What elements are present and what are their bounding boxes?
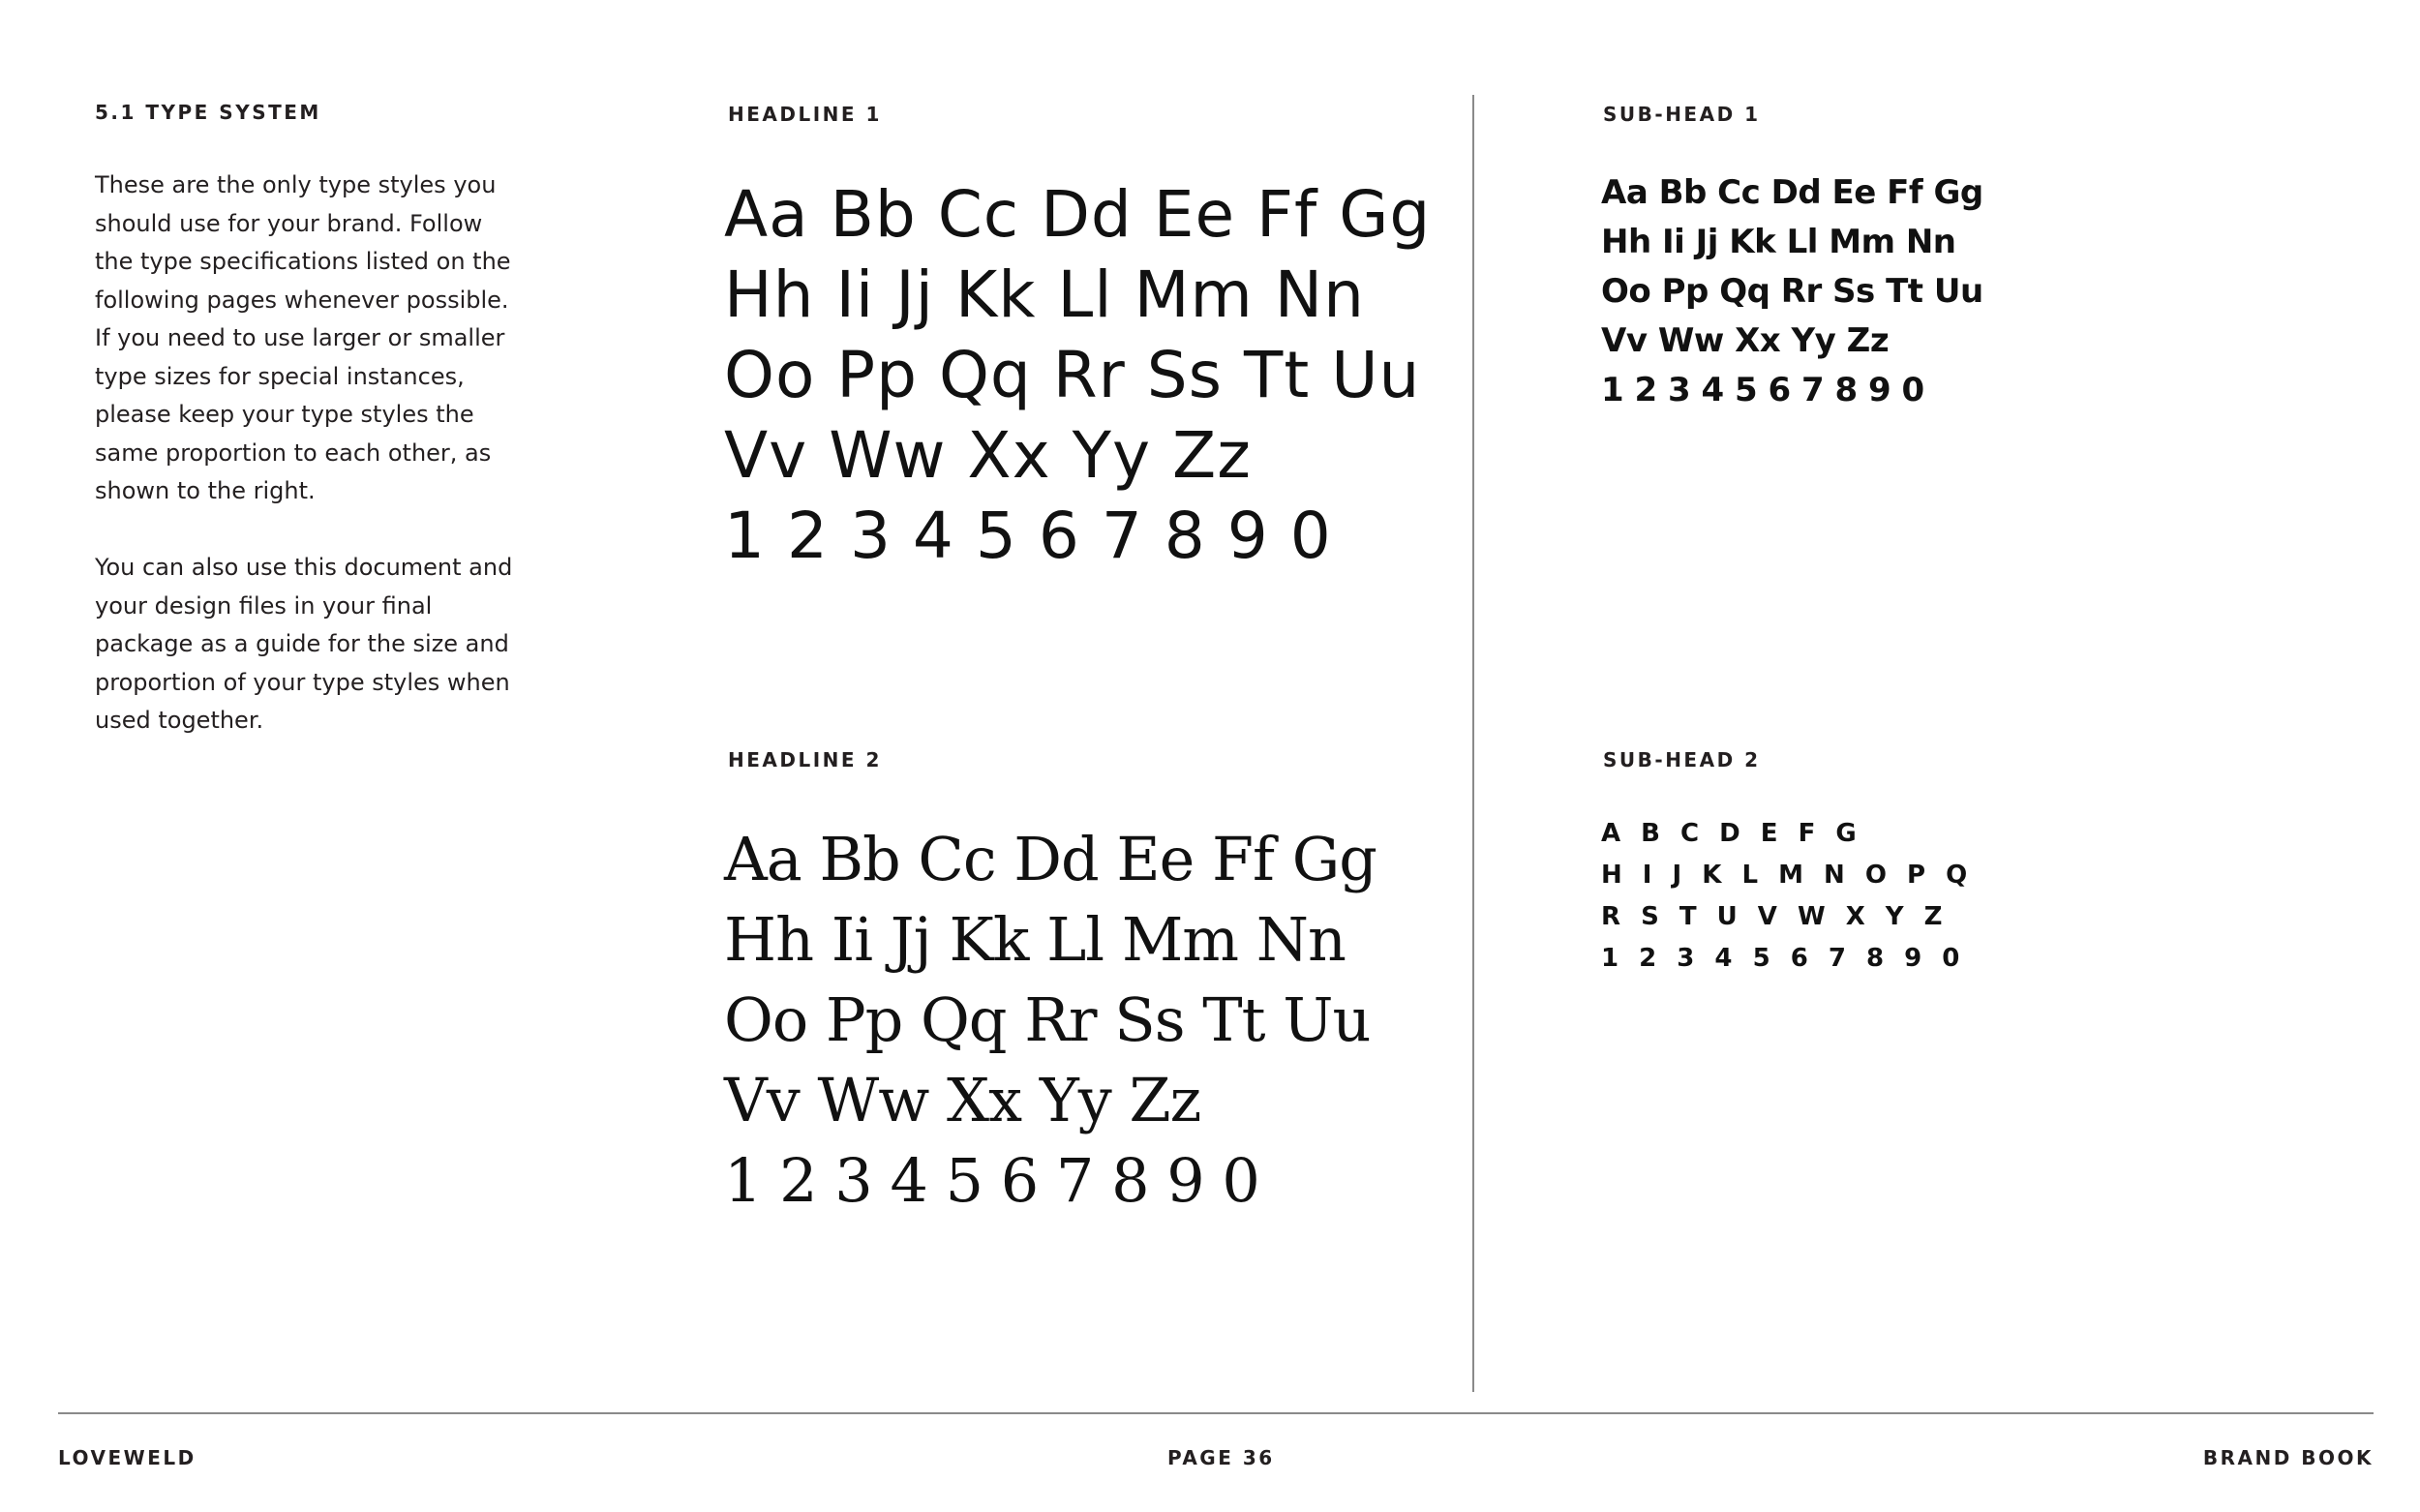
specimen-line: 1 2 3 4 5 6 7 8 9 0: [1601, 944, 1966, 973]
specimen-line: H I J K L M N O P Q: [1601, 861, 1974, 890]
specimen-line: 1 2 3 4 5 6 7 8 9 0: [724, 1145, 1259, 1216]
section-heading: 5.1 TYPE SYSTEM: [95, 101, 321, 124]
specimen-line: Aa Bb Cc Dd Ee Ff Gg: [724, 824, 1376, 894]
subhead-2-label: SUB-HEAD 2: [1603, 748, 1761, 771]
specimen-line: Aa Bb Cc Dd Ee Ff Gg: [724, 177, 1432, 252]
headline-1-label: HEADLINE 1: [728, 103, 882, 126]
specimen-line: Hh Ii Jj Kk Ll Mm Nn: [724, 257, 1365, 332]
headline-2-specimen: [724, 819, 1376, 1221]
subhead-1-specimen: [1601, 168, 1983, 415]
intro-paragraph: You can also use this document and your design files in your final package as a guide for the size and proportion of your type styles when used together.: [95, 554, 513, 734]
specimen-line: Hh Ii Jj Kk Ll Mm Nn: [724, 904, 1346, 975]
specimen-line: R S T U V W X Y Z: [1601, 902, 1949, 931]
subhead-2-specimen: [1601, 813, 1973, 980]
specimen-line: Vv Ww Xx Yy Zz: [1601, 321, 1890, 360]
intro-text: [95, 166, 521, 741]
intro-paragraph: These are the only type styles you should use for your brand. Follow the type specifications listed on the following pages whenever possible. If you need to use larger or smaller type sizes for special instances, please keep your type styles the same proportion to each other, as shown to the right.: [95, 171, 511, 504]
specimen-line: A B C D E F G: [1601, 819, 1862, 848]
footer-document-title: BRAND BOOK: [2202, 1446, 2374, 1469]
subhead-1-label: SUB-HEAD 1: [1603, 103, 1761, 126]
footer-brand: LOVEWELD: [58, 1446, 197, 1469]
footer-divider: [58, 1412, 2374, 1414]
page-number: PAGE 36: [1167, 1446, 1275, 1469]
specimen-line: Oo Pp Qq Rr Ss Tt Uu: [724, 984, 1371, 1055]
headline-2-label: HEADLINE 2: [728, 748, 882, 771]
specimen-line: Hh Ii Jj Kk Ll Mm Nn: [1601, 223, 1956, 261]
headline-1-specimen: [724, 174, 1431, 576]
specimen-line: Vv Ww Xx Yy Zz: [724, 1065, 1201, 1135]
specimen-line: Oo Pp Qq Rr Ss Tt Uu: [724, 338, 1421, 412]
specimen-line: Vv Ww Xx Yy Zz: [724, 418, 1252, 493]
specimen-line: 1 2 3 4 5 6 7 8 9 0: [724, 499, 1332, 573]
column-divider: [1472, 95, 1474, 1392]
specimen-line: Aa Bb Cc Dd Ee Ff Gg: [1601, 173, 1983, 212]
specimen-line: 1 2 3 4 5 6 7 8 9 0: [1601, 371, 1924, 409]
specimen-line: Oo Pp Qq Rr Ss Tt Uu: [1601, 272, 1983, 311]
